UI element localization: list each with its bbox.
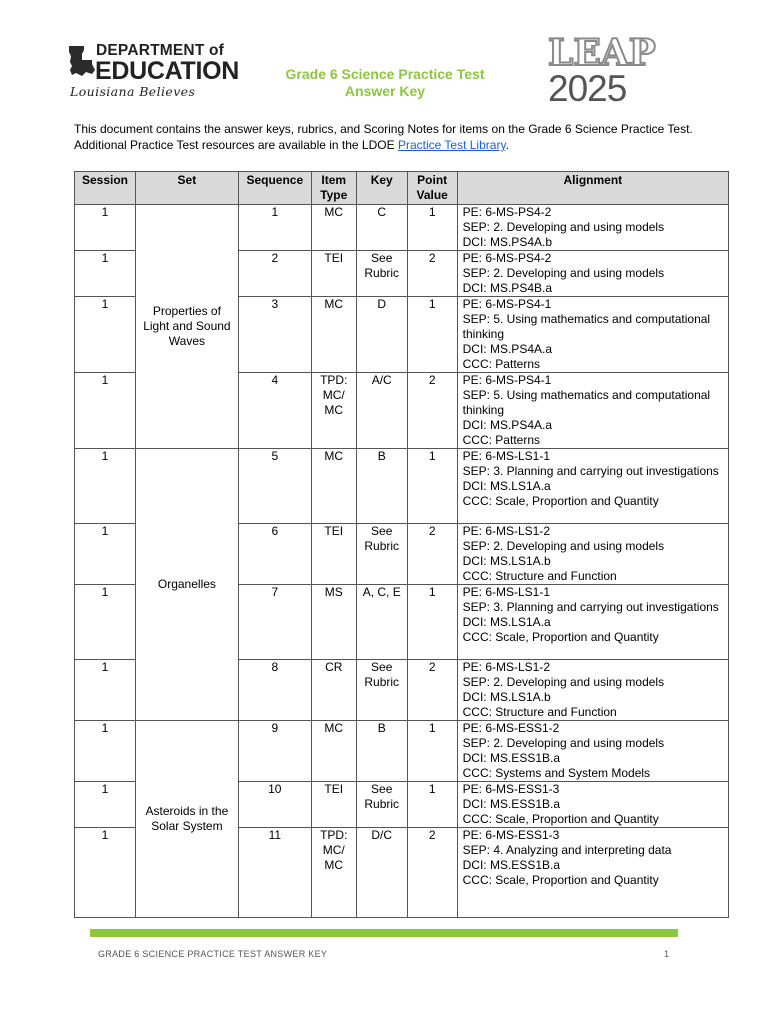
cell-session: 1	[75, 782, 136, 828]
practice-test-library-link[interactable]: Practice Test Library	[397, 138, 506, 152]
cell-key: See Rubric	[356, 782, 407, 828]
header-point-value: Point Value	[407, 172, 457, 205]
cell-key: See Rubric	[356, 251, 407, 297]
cell-alignment	[457, 585, 728, 660]
header-alignment: Alignment	[457, 172, 728, 205]
alignment-line: PE: 6-MS-ESS1-3	[462, 828, 560, 842]
doe-tagline: Louisiana Believes	[70, 84, 196, 99]
cell-item-type: MC	[311, 205, 356, 251]
alignment-line: SEP: 2. Developing and using models	[462, 220, 665, 234]
alignment-line: PE: 6-MS-LS1-1	[462, 449, 551, 463]
cell-key: D/C	[356, 828, 407, 918]
cell-session: 1	[75, 721, 136, 782]
cell-alignment	[457, 373, 728, 449]
alignment-line: SEP: 3. Planning and carrying out investigations	[462, 600, 719, 614]
alignment-line: CCC: Scale, Proportion and Quantity	[462, 873, 659, 887]
cell-session: 1	[75, 524, 136, 585]
cell-session: 1	[75, 205, 136, 251]
header-set: Set	[135, 172, 238, 205]
alignment-line: SEP: 5. Using mathematics and computational thinking	[462, 312, 711, 341]
alignment-line: PE: 6-MS-PS4-1	[462, 373, 552, 387]
cell-sequence: 11	[238, 828, 311, 918]
cell-set: Organelles	[135, 449, 238, 721]
footer-accent-bar	[90, 929, 678, 937]
cell-session: 1	[75, 828, 136, 918]
cell-key: A/C	[356, 373, 407, 449]
cell-key: D	[356, 297, 407, 373]
alignment-line: DCI: MS.LS1A.a	[462, 479, 551, 493]
alignment-line: CCC: Scale, Proportion and Quantity	[462, 494, 659, 508]
cell-session: 1	[75, 585, 136, 660]
leap-logo-bottom: 2025	[548, 68, 627, 109]
alignment-line: CCC: Structure and Function	[462, 569, 617, 583]
cell-item-type: CR	[311, 660, 356, 721]
cell-sequence: 4	[238, 373, 311, 449]
cell-point-value: 1	[407, 449, 457, 524]
leap-logo-top: LEAP	[548, 32, 656, 74]
alignment-line: SEP: 2. Developing and using models	[462, 736, 665, 750]
louisiana-map-icon	[68, 44, 96, 78]
alignment-line: PE: 6-MS-PS4-2	[462, 251, 552, 265]
intro-text: This document contains the answer keys, rubrics, and Scoring Notes for items on the Grade 6 Science Practice Test. Additional Practice Test resources are available in the LDOE	[74, 122, 693, 152]
cell-alignment	[457, 524, 728, 585]
alignment-line: CCC: Systems and System Models	[462, 766, 651, 780]
alignment-line: DCI: MS.LS1A.b	[462, 554, 551, 568]
cell-alignment	[457, 782, 728, 828]
cell-sequence: 5	[238, 449, 311, 524]
cell-alignment	[457, 251, 728, 297]
cell-alignment	[457, 828, 728, 918]
leap-2025-logo	[548, 32, 660, 109]
cell-item-type: TPD: MC/ MC	[311, 828, 356, 918]
alignment-line: DCI: MS.PS4A.a	[462, 418, 553, 432]
alignment-line: PE: 6-MS-LS1-1	[462, 585, 551, 599]
cell-item-type: TPD: MC/ MC	[311, 373, 356, 449]
intro-suffix: .	[505, 138, 509, 152]
header-session: Session	[75, 172, 136, 205]
cell-alignment	[457, 721, 728, 782]
cell-item-type: TEI	[311, 251, 356, 297]
cell-sequence: 6	[238, 524, 311, 585]
alignment-line: CCC: Patterns	[462, 357, 540, 371]
table-header-row	[75, 172, 729, 205]
cell-sequence: 9	[238, 721, 311, 782]
cell-sequence: 8	[238, 660, 311, 721]
cell-point-value: 2	[407, 828, 457, 918]
alignment-line: CCC: Scale, Proportion and Quantity	[462, 630, 659, 644]
alignment-line: DCI: MS.LS1A.a	[462, 615, 551, 629]
cell-session: 1	[75, 297, 136, 373]
table-row	[75, 721, 729, 782]
cell-item-type: MC	[311, 297, 356, 373]
cell-point-value: 2	[407, 524, 457, 585]
alignment-line: PE: 6-MS-ESS1-2	[462, 721, 560, 735]
cell-set: Properties of Light and Sound Waves	[135, 205, 238, 449]
cell-point-value: 2	[407, 373, 457, 449]
alignment-line: DCI: MS.ESS1B.a	[462, 858, 561, 872]
alignment-line: PE: 6-MS-ESS1-3	[462, 782, 560, 796]
title-line2: Answer Key	[344, 83, 426, 99]
header-item-type: Item Type	[311, 172, 356, 205]
doe-logo-line2: EDUCATION	[95, 57, 240, 85]
alignment-line: CCC: Scale, Proportion and Quantity	[462, 812, 659, 826]
cell-sequence: 7	[238, 585, 311, 660]
cell-session: 1	[75, 449, 136, 524]
cell-key: B	[356, 721, 407, 782]
cell-key: See Rubric	[356, 660, 407, 721]
cell-point-value: 1	[407, 585, 457, 660]
alignment-line: PE: 6-MS-LS1-2	[462, 524, 551, 538]
alignment-line: CCC: Structure and Function	[462, 705, 617, 719]
cell-alignment	[457, 449, 728, 524]
cell-item-type: MC	[311, 721, 356, 782]
cell-point-value: 1	[407, 721, 457, 782]
alignment-line: PE: 6-MS-PS4-2	[462, 205, 552, 219]
cell-session: 1	[75, 373, 136, 449]
cell-item-type: MS	[311, 585, 356, 660]
cell-key: A, C, E	[356, 585, 407, 660]
alignment-line: DCI: MS.ESS1B.a	[462, 797, 561, 811]
alignment-line: CCC: Patterns	[462, 433, 540, 447]
cell-sequence: 10	[238, 782, 311, 828]
cell-sequence: 1	[238, 205, 311, 251]
alignment-line: SEP: 5. Using mathematics and computational thinking	[462, 388, 711, 417]
alignment-line: SEP: 2. Developing and using models	[462, 539, 665, 553]
cell-set: Asteroids in the Solar System	[135, 721, 238, 918]
cell-key: B	[356, 449, 407, 524]
cell-point-value: 2	[407, 660, 457, 721]
cell-sequence: 2	[238, 251, 311, 297]
alignment-line: SEP: 3. Planning and carrying out investigations	[462, 464, 719, 478]
cell-point-value: 2	[407, 251, 457, 297]
cell-session: 1	[75, 251, 136, 297]
cell-key: See Rubric	[356, 524, 407, 585]
alignment-line: DCI: MS.PS4A.a	[462, 342, 553, 356]
cell-item-type: MC	[311, 449, 356, 524]
department-of-education-logo	[68, 42, 240, 102]
alignment-line: SEP: 4. Analyzing and interpreting data	[462, 843, 672, 857]
cell-item-type: TEI	[311, 782, 356, 828]
intro-paragraph	[74, 121, 714, 153]
cell-alignment	[457, 297, 728, 373]
alignment-line: DCI: MS.PS4B.a	[462, 281, 553, 295]
cell-session: 1	[75, 660, 136, 721]
cell-sequence: 3	[238, 297, 311, 373]
table-body	[75, 205, 729, 918]
alignment-line: SEP: 2. Developing and using models	[462, 675, 665, 689]
page-number: 1	[664, 949, 670, 959]
alignment-line: DCI: MS.PS4A.b	[462, 235, 553, 249]
doe-logo-line1: DEPARTMENT of	[96, 42, 225, 59]
document-title	[250, 66, 520, 100]
cell-point-value: 1	[407, 782, 457, 828]
header-key: Key	[356, 172, 407, 205]
table-row	[75, 449, 729, 524]
alignment-line: DCI: MS.LS1A.b	[462, 690, 551, 704]
cell-point-value: 1	[407, 205, 457, 251]
cell-point-value: 1	[407, 297, 457, 373]
footer-title: GRADE 6 SCIENCE PRACTICE TEST ANSWER KEY	[98, 949, 328, 959]
title-line1: Grade 6 Science Practice Test	[285, 66, 485, 82]
alignment-line: PE: 6-MS-PS4-1	[462, 297, 552, 311]
cell-alignment	[457, 205, 728, 251]
table-row	[75, 205, 729, 251]
cell-item-type: TEI	[311, 524, 356, 585]
cell-key: C	[356, 205, 407, 251]
page-header	[0, 0, 768, 110]
header-sequence: Sequence	[238, 172, 311, 205]
alignment-line: DCI: MS.ESS1B.a	[462, 751, 561, 765]
alignment-line: PE: 6-MS-LS1-2	[462, 660, 551, 674]
alignment-line: SEP: 2. Developing and using models	[462, 266, 665, 280]
answer-key-table	[74, 171, 729, 918]
cell-alignment	[457, 660, 728, 721]
